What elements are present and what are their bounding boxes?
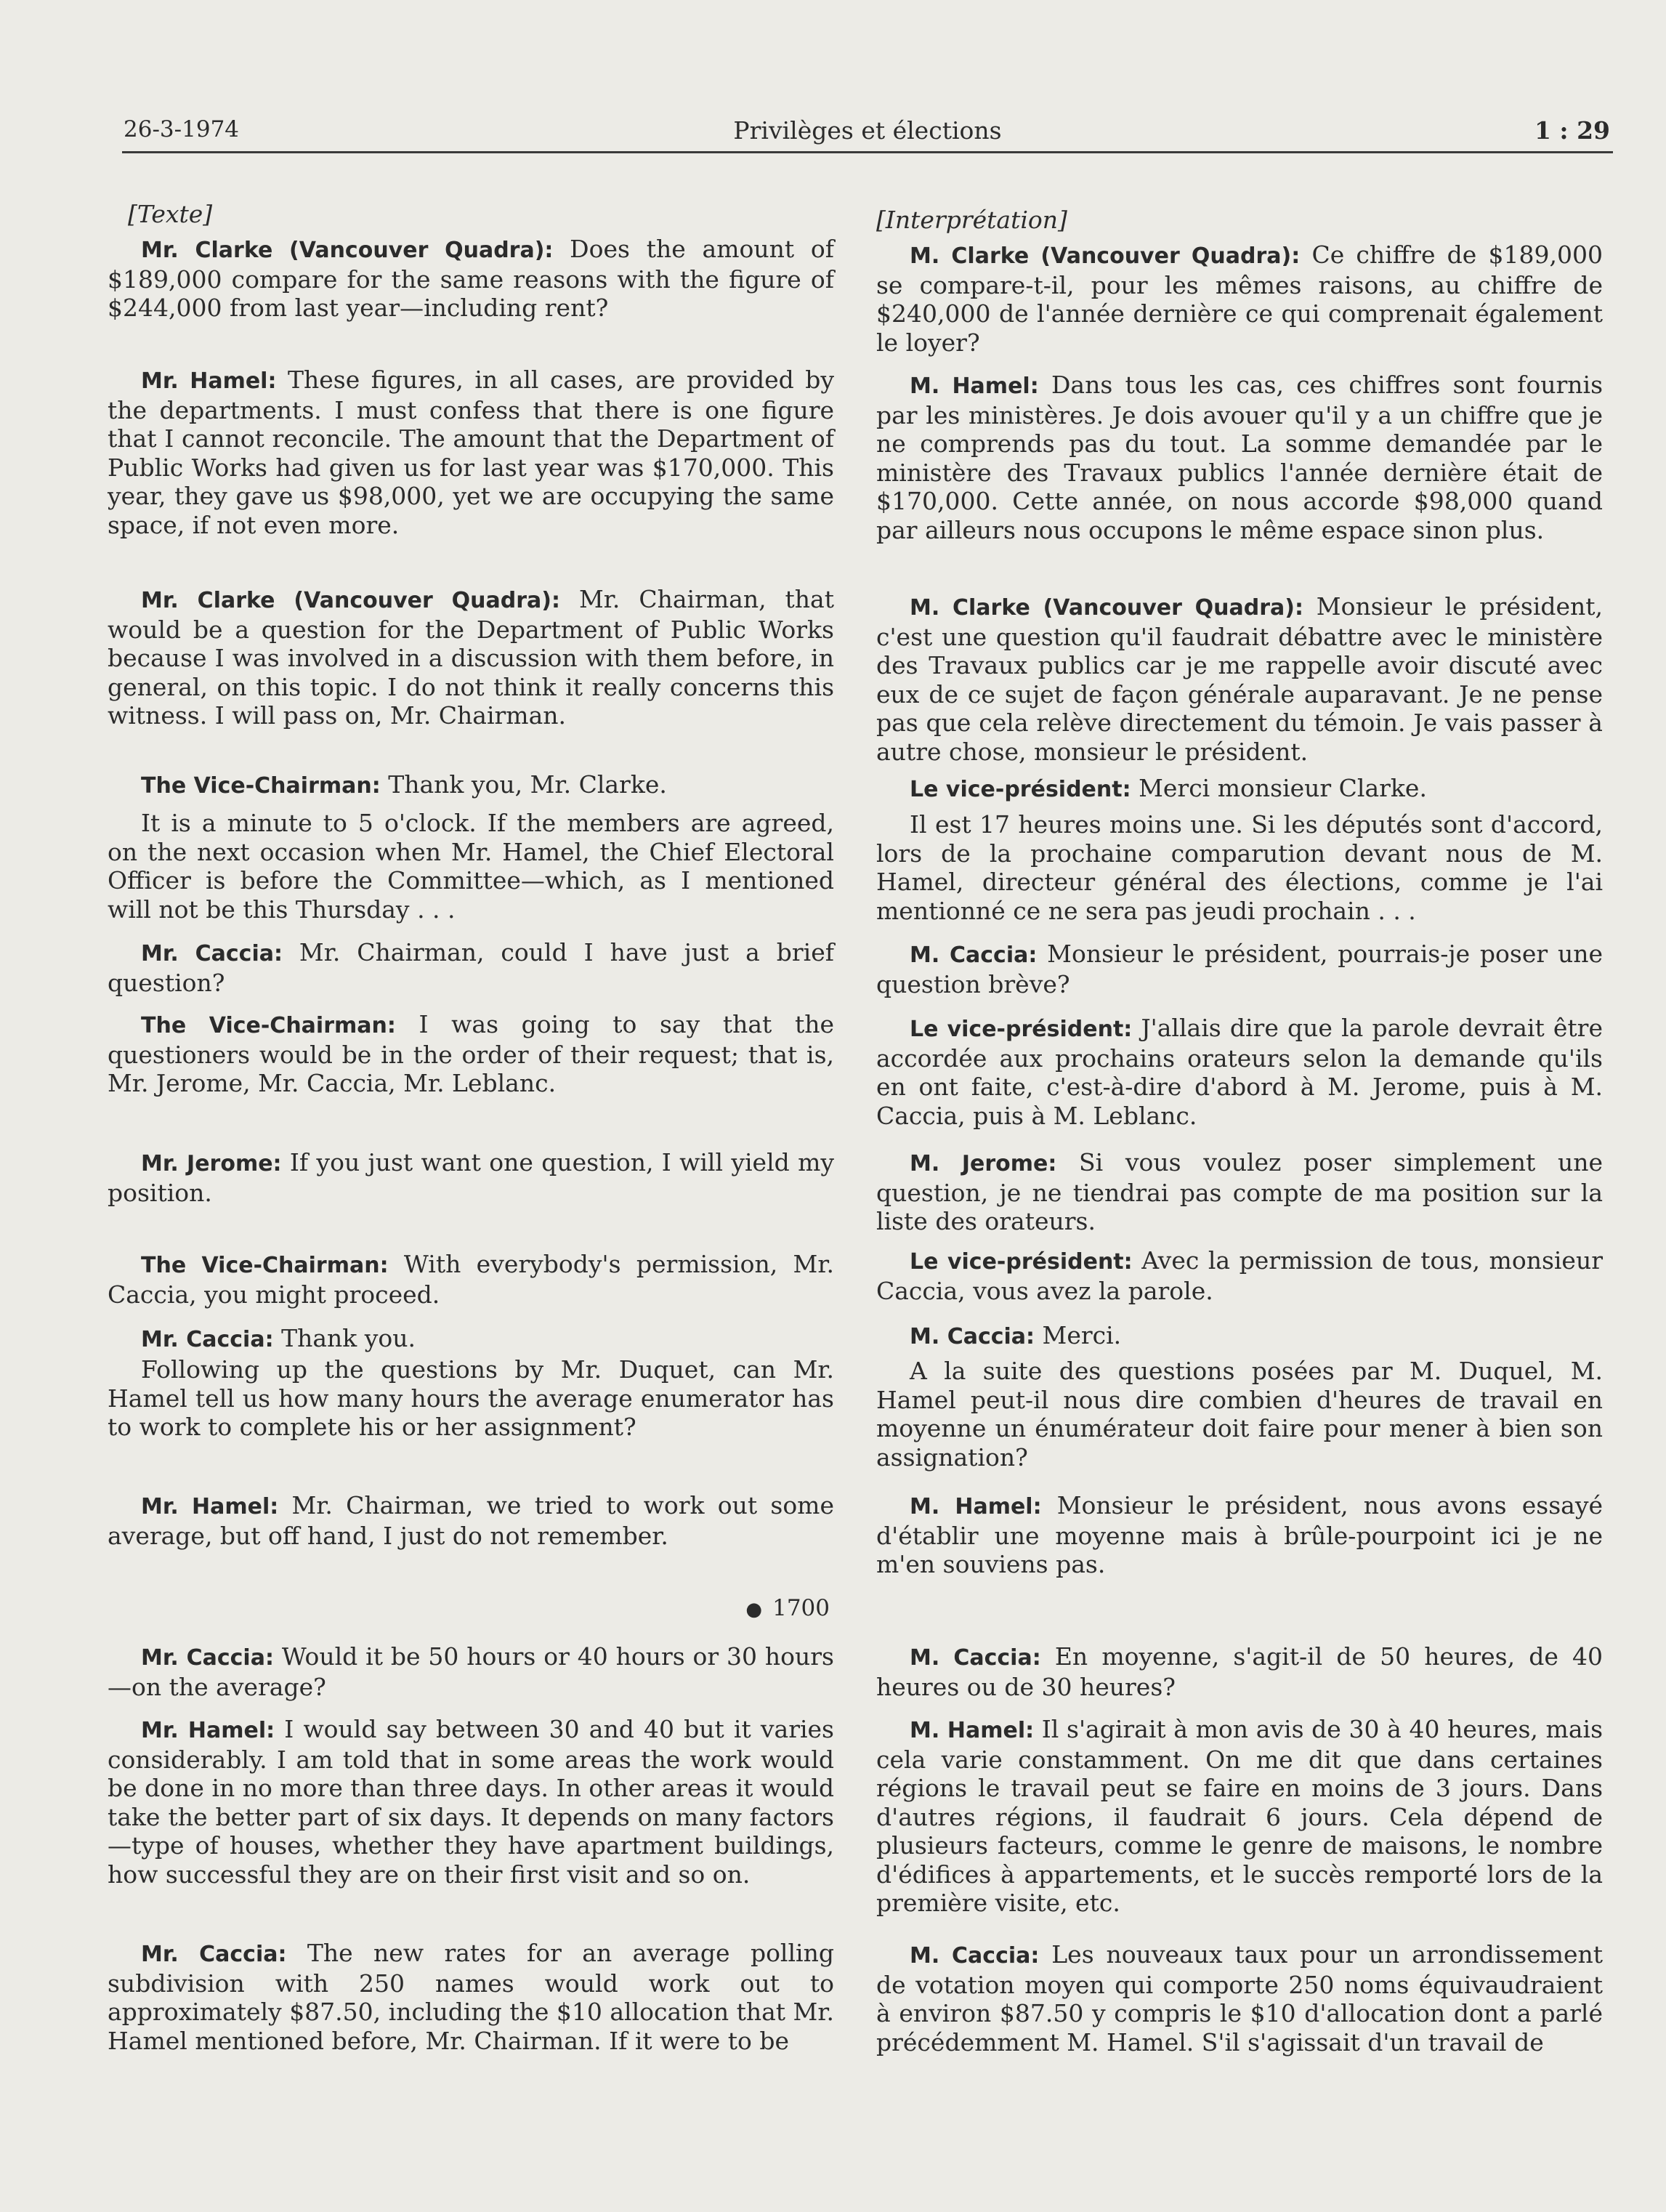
paragraph-text: Following up the questions by Mr. Duquet, can Mr. Hamel tell us how many hours the average enumerator has to work to complete his or her assignment? (108, 1355, 834, 1441)
paragraph-text: Les nouveaux taux pour un arrondissement de votation moyen qui comporte 250 noms équivaudraient à environ $87.50 y compris le $10 d'allocation dont a parlé précédemment M. Hamel. S'il s'agissait d'un travail de (876, 1940, 1603, 2056)
speaker-label: M. Clarke (Vancouver Quadra): (910, 595, 1303, 621)
speaker-label: The Vice-Chairman: (141, 773, 381, 799)
paragraph-text: Thank you. (273, 1324, 416, 1352)
speaker-label: Mr. Clarke (Vancouver Quadra): (141, 588, 561, 613)
paragraph-text: Il s'agirait à mon avis de 30 à 40 heures, mais cela varie constamment. On me dit que dans certaines régions le travail peut se faire en moins de 3 jours. Dans d'autres régions, il faudrait 6 jours. Cela dépend de plusieurs facteurs, comme le genre de maisons, le nombre d'édifices à appartements, et le succès remporté lors de la première visite, etc. (876, 1715, 1603, 1917)
paragraph-text: A la suite des questions posées par M. Duquel, M. Hamel peut-il nous dire combien d'heures de travail en moyenne un énumérateur doit faire pour mener à bien son assignation? (876, 1357, 1603, 1472)
right-paragraph-15 (876, 1940, 1603, 2056)
paragraph-text: Merci monsieur Clarke. (1131, 774, 1427, 802)
left-paragraph-2 (108, 366, 834, 539)
speaker-label: Mr. Hamel: (141, 1718, 275, 1743)
left-paragraph-7 (108, 1010, 834, 1098)
speaker-label: Mr. Clarke (Vancouver Quadra): (141, 238, 554, 263)
header-title: Privilèges et élections (733, 116, 1002, 145)
right-paragraph-5 (876, 810, 1603, 925)
right-paragraph-3 (876, 592, 1603, 766)
left-paragraph-4 (108, 770, 834, 801)
speaker-label: M. Caccia: (910, 1324, 1035, 1349)
speaker-label: Le vice-président: (910, 1017, 1133, 1042)
speaker-label: Le vice-président: (910, 1249, 1133, 1275)
paragraph-text: Mr. Chairman, that would be a question for the Department of Public Works because I was involved in a discussion with them before, in general, on this topic. I do not think it really concerns this witness. I will pass on, Mr. Chairman. (108, 585, 834, 730)
left-paragraph-3 (108, 585, 834, 730)
section-label-interpretation: [Interprétation] (876, 206, 1067, 234)
left-paragraph-12 (108, 1491, 834, 1550)
paragraph-text: Mr. Chairman, we tried to work out some average, but off hand, I just do not remember. (108, 1491, 835, 1550)
speaker-label: Mr. Caccia: (141, 1942, 287, 1967)
paragraph-text: Would it be 50 hours or 40 hours or 30 hours—on the average? (108, 1642, 834, 1701)
left-paragraph-11 (108, 1355, 834, 1442)
section-label-texte: [Texte] (128, 200, 213, 228)
page-header (122, 109, 1613, 153)
speaker-label: M. Caccia: (910, 1645, 1041, 1671)
speaker-label: Mr. Hamel: (141, 1494, 279, 1519)
left-paragraph-8 (108, 1148, 834, 1207)
paragraph-text: I was going to say that the questioners would be in the order of their request; that is, Mr. Jerome, Mr. Caccia, Mr. Leblanc. (108, 1010, 834, 1097)
paragraph-text: Merci. (1035, 1321, 1122, 1349)
left-paragraph-1 (108, 235, 834, 323)
speaker-label: M. Clarke (Vancouver Quadra): (910, 243, 1301, 269)
speaker-label: The Vice-Chairman: (141, 1013, 396, 1038)
paragraph-text: Ce chiffre de $189,000 se compare-t-il, pour les mêmes raisons, au chiffre de $240,000 de l'année dernière ce qui comprenait également le loyer? (876, 241, 1603, 357)
speaker-label: Mr. Hamel: (141, 368, 277, 394)
paragraph-text: Monsieur le président, pourrais-je poser une question brève? (876, 940, 1603, 998)
paragraph-text: Monsieur le président, c'est une question qu'il faudrait débattre avec le ministère des Travaux publics car je me rappelle avoir discuté avec eux de ce sujet de façon générale auparavant. Je ne pense pas que cela relève directement du témoin. Je vais passer à autre chose, monsieur le président. (876, 592, 1604, 766)
speaker-label: M. Hamel: (910, 1494, 1042, 1519)
speaker-label: M. Hamel: (910, 1718, 1035, 1743)
paragraph-text: Mr. Chairman, could I have just a brief question? (108, 938, 834, 997)
speaker-label: Le vice-président: (910, 777, 1131, 802)
left-paragraph-10 (108, 1324, 834, 1355)
paragraph-text: Si vous voulez poser simplement une question, je ne tiendrai pas compte de ma position sur la liste des orateurs. (876, 1148, 1603, 1235)
paragraph-text: Il est 17 heures moins une. Si les députés sont d'accord, lors de la prochaine comparution devant nous de M. Hamel, directeur général des élections, comme je l'ai mentionné ce ne sera pas jeudi prochain . . . (876, 810, 1603, 925)
speaker-label: M. Caccia: (910, 942, 1038, 968)
paragraph-text: The new rates for an average polling subdivision with 250 names would work out to approximately $87.50, including the $10 allocation that Mr. Hamel mentioned before, Mr. Chairman. If it were to be (108, 1939, 834, 2055)
paragraph-text: Does the amount of $189,000 compare for the same reasons with the figure of $244,000 from last year—including rent? (108, 235, 834, 322)
speaker-label: Mr. Jerome: (141, 1151, 282, 1176)
right-paragraph-6 (876, 940, 1603, 998)
paragraph-text: With everybody's permission, Mr. Caccia, you might proceed. (108, 1250, 834, 1309)
right-paragraph-9 (876, 1246, 1603, 1305)
left-paragraph-5 (108, 809, 834, 924)
paragraph-text: It is a minute to 5 o'clock. If the members are agreed, on the next occasion when Mr. Hamel, the Chief Electoral Officer is before the Committee—which, as I mentioned will not be this Thursday . . . (108, 809, 834, 924)
speaker-label: The Vice-Chairman: (141, 1253, 389, 1278)
time-marker-text: 1700 (772, 1595, 830, 1621)
left-paragraph-13 (108, 1642, 834, 1701)
right-paragraph-12 (876, 1491, 1603, 1579)
left-paragraph-6 (108, 938, 834, 997)
right-paragraph-13 (876, 1642, 1603, 1701)
left-paragraph-9 (108, 1250, 834, 1309)
time-marker (108, 1595, 834, 1621)
header-page-number: 1 : 29 (1534, 116, 1610, 145)
paragraph-text: J'allais dire que la parole devrait être accordée aux prochains orateurs selon la demande qu'ils en ont faite, c'est-à-dire d'abord à M. Jerome, puis à M. Caccia, puis à M. Leblanc. (876, 1014, 1603, 1130)
paragraph-text: If you just want one question, I will yield my position. (108, 1148, 835, 1207)
right-paragraph-1 (876, 241, 1603, 357)
paragraph-text: Dans tous les cas, ces chiffres sont fournis par les ministères. Je dois avouer qu'il y a un chiffre que je ne comprends pas du tout. La somme demandée par le ministère des Travaux publics l'année dernière était de $170,000. Cette année, on nous accorde $98,000 quand par ailleurs nous occupons le même espace sinon plus. (876, 371, 1604, 544)
right-paragraph-10 (876, 1321, 1603, 1352)
header-date: 26-3-1974 (124, 116, 240, 142)
speaker-label: Mr. Caccia: (141, 1327, 274, 1352)
left-paragraph-14 (108, 1715, 834, 1889)
left-paragraph-15 (108, 1939, 834, 2055)
speaker-label: Mr. Caccia: (141, 1645, 274, 1671)
right-paragraph-7 (876, 1014, 1603, 1130)
paragraph-text: Monsieur le président, nous avons essayé d'établir une moyenne mais à brûle-pourpoint ici je ne m'en souviens pas. (876, 1491, 1603, 1578)
paragraph-text: Avec la permission de tous, monsieur Caccia, vous avez la parole. (876, 1246, 1603, 1305)
speaker-label: M. Jerome: (910, 1151, 1057, 1176)
right-paragraph-8 (876, 1148, 1603, 1236)
right-paragraph-4 (876, 774, 1603, 804)
speaker-label: M. Caccia: (910, 1943, 1040, 1969)
paragraph-text: En moyenne, s'agit-il de 50 heures, de 40 heures ou de 30 heures? (876, 1642, 1603, 1701)
bullet-icon: ● (745, 1599, 763, 1620)
speaker-label: Mr. Caccia: (141, 941, 283, 966)
paragraph-text: Thank you, Mr. Clarke. (380, 770, 667, 799)
paragraph-text: These figures, in all cases, are provided by the departments. I must confess that there is one figure that I cannot reconcile. The amount that the Department of Public Works had given us for last year was $170,000. This year, they gave us $98,000, yet we are occupying the same space, if not even more. (108, 366, 834, 539)
paragraph-text: I would say between 30 and 40 but it varies considerably. I am told that in some areas the work would be done in no more than three days. In other areas it would take the better part of six days. It depends on many factors—type of houses, whether they have apartment buildings, how successful they are on their first visit and so on. (108, 1715, 834, 1889)
speaker-label: M. Hamel: (910, 374, 1039, 399)
right-paragraph-14 (876, 1715, 1603, 1918)
right-paragraph-11 (876, 1357, 1603, 1472)
right-paragraph-2 (876, 371, 1603, 544)
